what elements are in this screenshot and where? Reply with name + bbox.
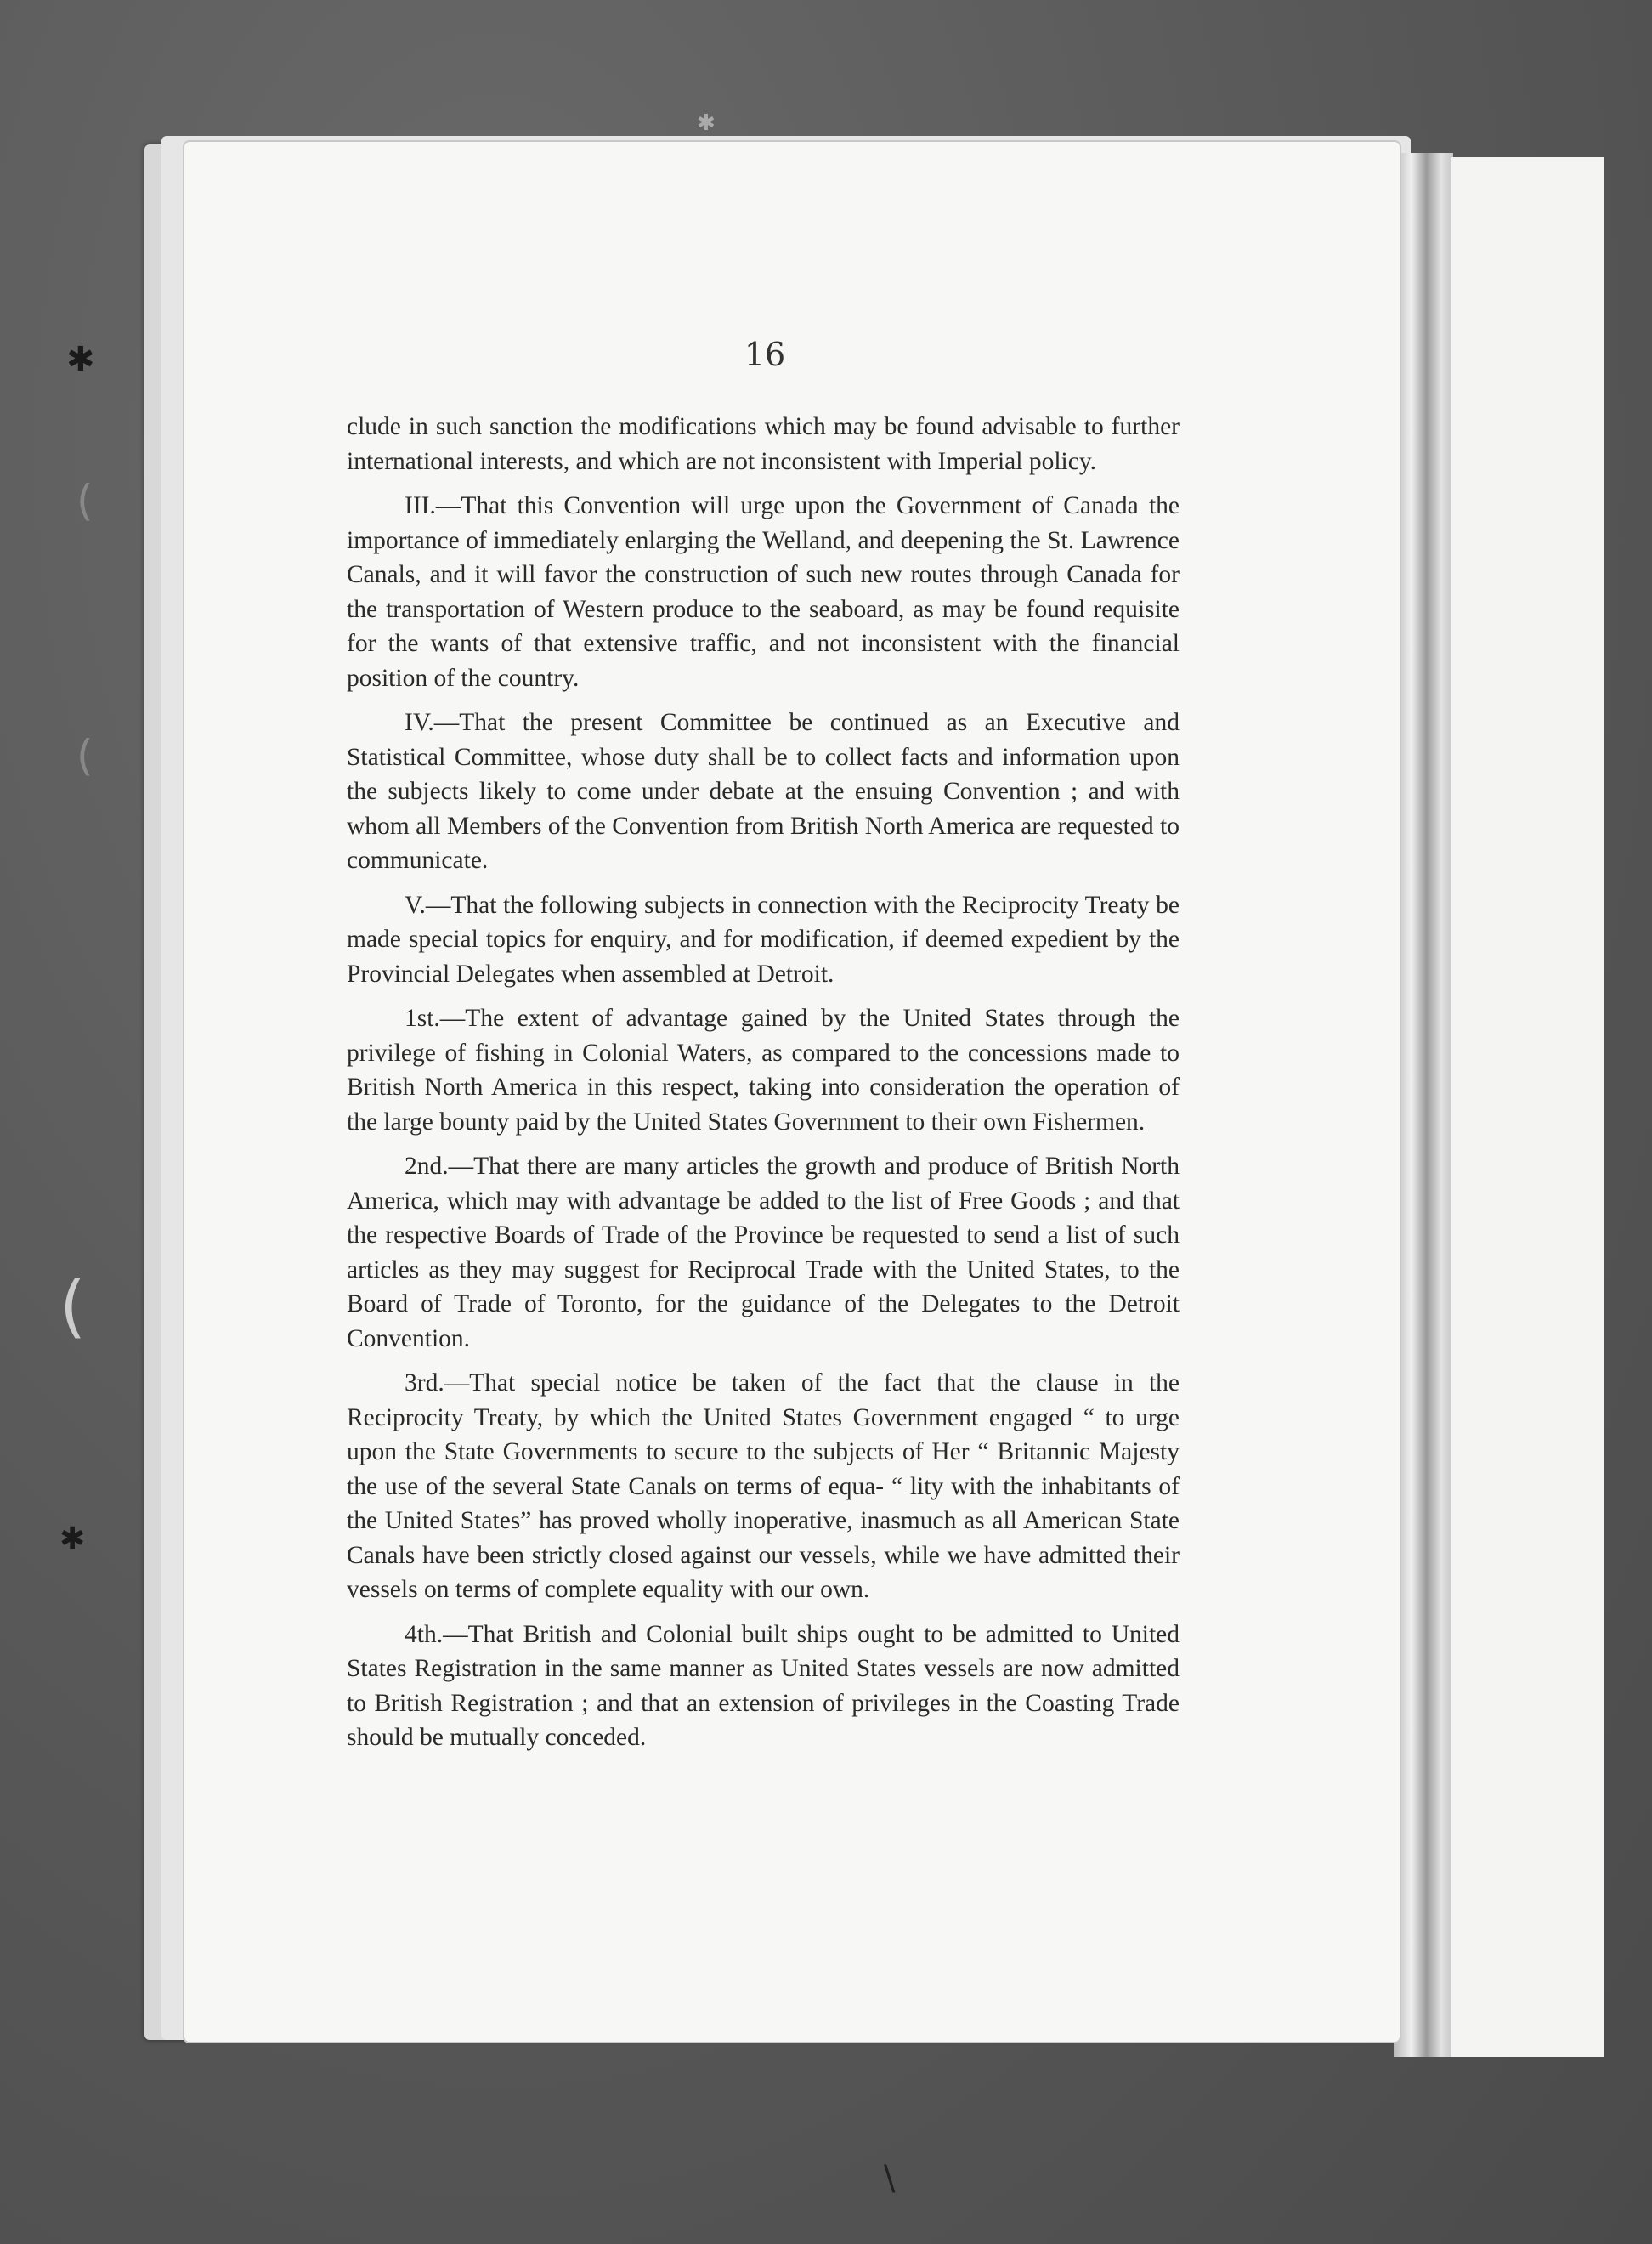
- dust-speck: \: [884, 2159, 896, 2198]
- paragraph-item-3rd: 3rd.—That special notice be taken of the fact that the clause in the Reciprocity Treaty, by which the United States Government engaged “ to urge upon the State Governments to secure to the subjects of Her “ Britannic Majesty the use of the several State Canals on terms of equa- “ lity with the inhabitants of the United States” has proved wholly inoperative, inasmuch as all American State Canals have been strictly closed against our vessels, while we have admitted their vessels on terms of complete equality with our own.: [347, 1369, 1180, 1603]
- book-spine: [1394, 153, 1453, 2057]
- paragraph-resolution-iv: IV.—That the present Committee be continued as an Executive and Statistical Committee, whose duty shall be to collect facts and information upon the subjects likely to come under debate at the ensuing Convention ; and with whom all Members of the Convention from British North America are requested to communicate.: [347, 709, 1180, 874]
- dust-speck: (: [59, 1266, 87, 1346]
- paragraph-item-2nd: 2nd.—That there are many articles the growth and produce of British North America, which may with advantage be added to the list of Free Goods ; and that the respective Boards of Trade of the Province be requested to send a list of such articles as they may suggest for Reciprocal Trade with the United States, to the Board of Trade of Toronto, for the guidance of the Delegates to the Detroit Convention.: [347, 1153, 1180, 1352]
- paragraph-item-4th: 4th.—That British and Colonial built ships ought to be admitted to United States Registration in the same manner as United States vessels are now admitted to British Registration ; and that an extension of privileges in the Coasting Trade should be mutually conceded.: [347, 1620, 1180, 1751]
- dust-speck: ✱: [66, 340, 95, 379]
- paragraph-item-1st: 1st.—The extent of advantage gained by the United States through the privilege of fishing in Colonial Waters, as compared to the concessions made to British North America in this respect, taking into consideration the operation of the large bounty paid by the United States Government to their own Fishermen.: [347, 1005, 1180, 1136]
- paragraph-resolution-v: V.—That the following subjects in connection with the Reciprocity Treaty be made special topics for enquiry, and for modification, if deemed expedient by the Provincial Delegates when assembled at Detroit.: [347, 891, 1180, 988]
- page-text: [347, 410, 1180, 1765]
- dust-speck: (: [76, 476, 93, 525]
- facing-page: [1451, 157, 1604, 2057]
- page-number: 16: [744, 336, 786, 373]
- dust-speck: (: [76, 731, 93, 780]
- dust-speck: ✱: [59, 1522, 86, 1556]
- dust-speck: ✱: [697, 110, 716, 136]
- paragraph-resolution-iii: III.—That this Convention will urge upon the Government of Canada the importance of immediately enlarging the Welland, and deepening the St. Lawrence Canals, and it will favor the construction of such new routes through Canada for the transportation of Western produce to the seaboard, as may be found requisite for the wants of that extensive traffic, and not inconsistent with the financial position of the country.: [347, 492, 1180, 692]
- paragraph-continuation: clude in such sanction the modifications which may be found advisable to further international interests, and which are not inconsistent with Imperial policy.: [347, 413, 1180, 475]
